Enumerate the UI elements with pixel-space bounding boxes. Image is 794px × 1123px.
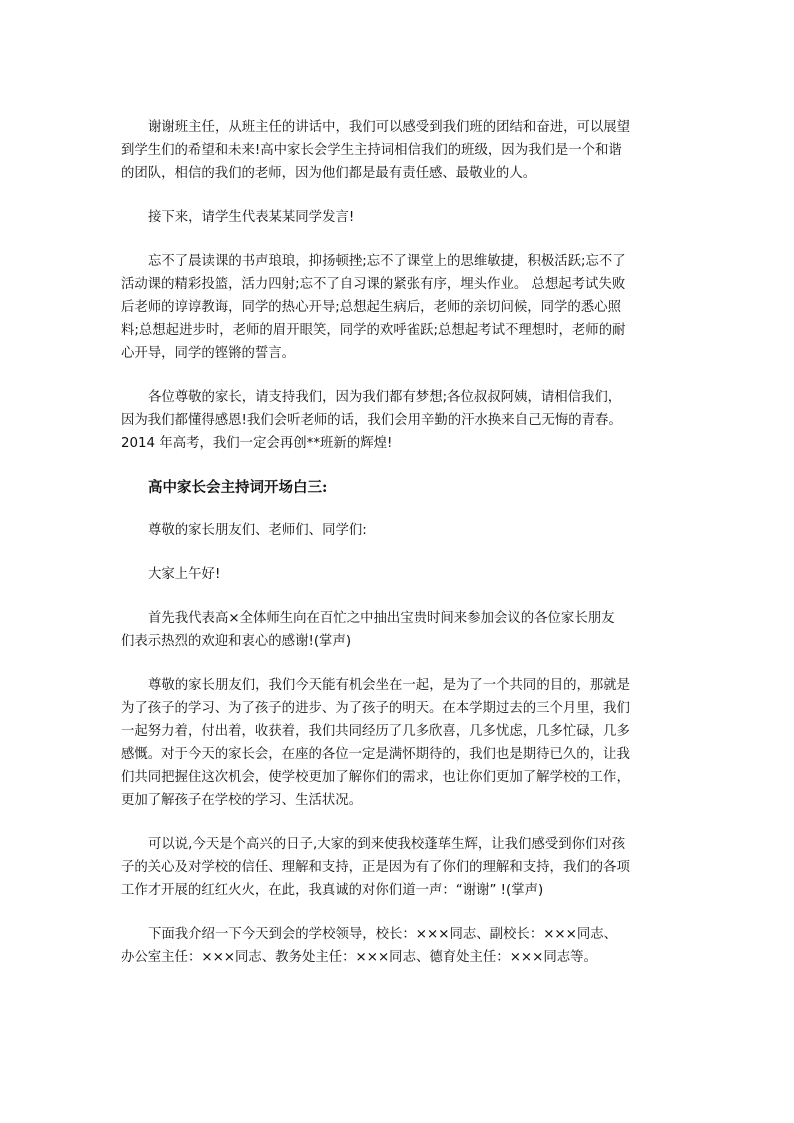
text-line: 后老师的谆谆教诲，同学的热心开导;总想起生病后，老师的亲切问候，同学的悉心照	[121, 300, 621, 315]
text-line: 更加了解孩子在学校的学习、生活状况。	[121, 793, 363, 808]
paragraph-introduce-leaders	[121, 923, 677, 969]
paragraph-good-morning	[121, 563, 677, 586]
text-line: 活动课的精彩投篮，活力四射;忘不了自习课的紧张有序，埋头作业。 总想起考试失败	[121, 277, 626, 292]
document-page	[121, 116, 677, 990]
text-line: 尊敬的家长朋友们，我们今天能有机会坐在一起，是为了一个共同的目的，那就是	[148, 678, 631, 693]
text-line: 大家上午好!	[148, 567, 221, 582]
text-line: 感慨。对于今天的家长会，在座的各位一定是满怀期待的，我们也是期待已久的，让我	[121, 747, 630, 762]
text-line: 们表示热烈的欢迎和衷心的感谢!(掌声)	[121, 634, 352, 649]
text-line: 办公室主任：×××同志、教务处主任：×××同志、德育处主任：×××同志等。	[121, 950, 597, 965]
text-line: 心开导，同学的铿锵的誓言。	[121, 346, 296, 361]
paragraph-student-rep	[121, 206, 677, 229]
text-line: 的团队，相信的我们的老师，因为他们都是最有责任感、最敬业的人。	[121, 166, 537, 181]
text-line: 可以说,今天是个高兴的日子,大家的到来使我校蓬荜生辉，让我们感受到你们对孩	[148, 837, 626, 852]
paragraph-welcome	[121, 607, 677, 653]
section-heading: 高中家长会主持词开场白三:	[148, 479, 328, 496]
text-line: 一起努力着，付出着，收获着，我们共同经历了几多欣喜，几多忧虑，几多忙碌，几多	[121, 724, 630, 739]
text-line: 到学生们的希望和未来!高中家长会学生主持词相信我们的班级，因为我们是一个和谐	[121, 143, 622, 158]
paragraph-common-purpose	[121, 674, 677, 812]
paragraph-cannot-forget	[121, 250, 677, 365]
paragraph-thanks-teacher	[121, 116, 677, 185]
text-line: 2014 年高考，我们一定会再创**班新的辉煌!	[121, 436, 393, 451]
text-line: 工作才开展的红红火火，在此，我真诚的对你们道一声：“谢谢” !(掌声)	[121, 883, 544, 898]
text-line: 子的关心及对学校的信任、理解和支持，正是因为有了你们的理解和支持，我们的各项	[121, 860, 630, 875]
text-line: 接下来，请学生代表某某同学发言!	[148, 210, 355, 225]
text-line: 下面我介绍一下今天到会的学校领导，校长：×××同志、副校长：×××同志、	[148, 927, 618, 942]
text-line: 们共同把握住这次机会，使学校更加了解你们的需求，也让你们更加了解学校的工作，	[121, 770, 630, 785]
text-line: 料;总想起进步时，老师的眉开眼笑，同学的欢呼雀跃;总想起考试不理想时，老师的耐	[121, 323, 626, 338]
text-line: 各位尊敬的家长，请支持我们，因为我们都有梦想;各位叔叔阿姨，请相信我们，	[148, 390, 622, 405]
text-line: 谢谢班主任，从班主任的讲话中，我们可以感受到我们班的团结和奋进，可以展望	[148, 120, 631, 135]
paragraph-happy-day	[121, 833, 677, 902]
paragraph-greeting	[121, 519, 677, 542]
text-line: 因为我们都懂得感恩!我们会听老师的话，我们会用辛勤的汗水换来自己无悔的青春。	[121, 413, 622, 428]
paragraph-support-us	[121, 386, 677, 455]
text-line: 首先我代表高×全体师生向在百忙之中抽出宝贵时间来参加会议的各位家长朋友	[148, 611, 615, 626]
text-line: 尊敬的家长朋友们、老师们、同学们:	[148, 523, 367, 538]
text-line: 忘不了晨读课的书声琅琅，抑扬顿挫;忘不了课堂上的思维敏捷，积极活跃;忘不了	[148, 254, 626, 269]
text-line: 为了孩子的学习、为了孩子的进步、为了孩子的明天。在本学期过去的三个月里，我们	[121, 701, 630, 716]
